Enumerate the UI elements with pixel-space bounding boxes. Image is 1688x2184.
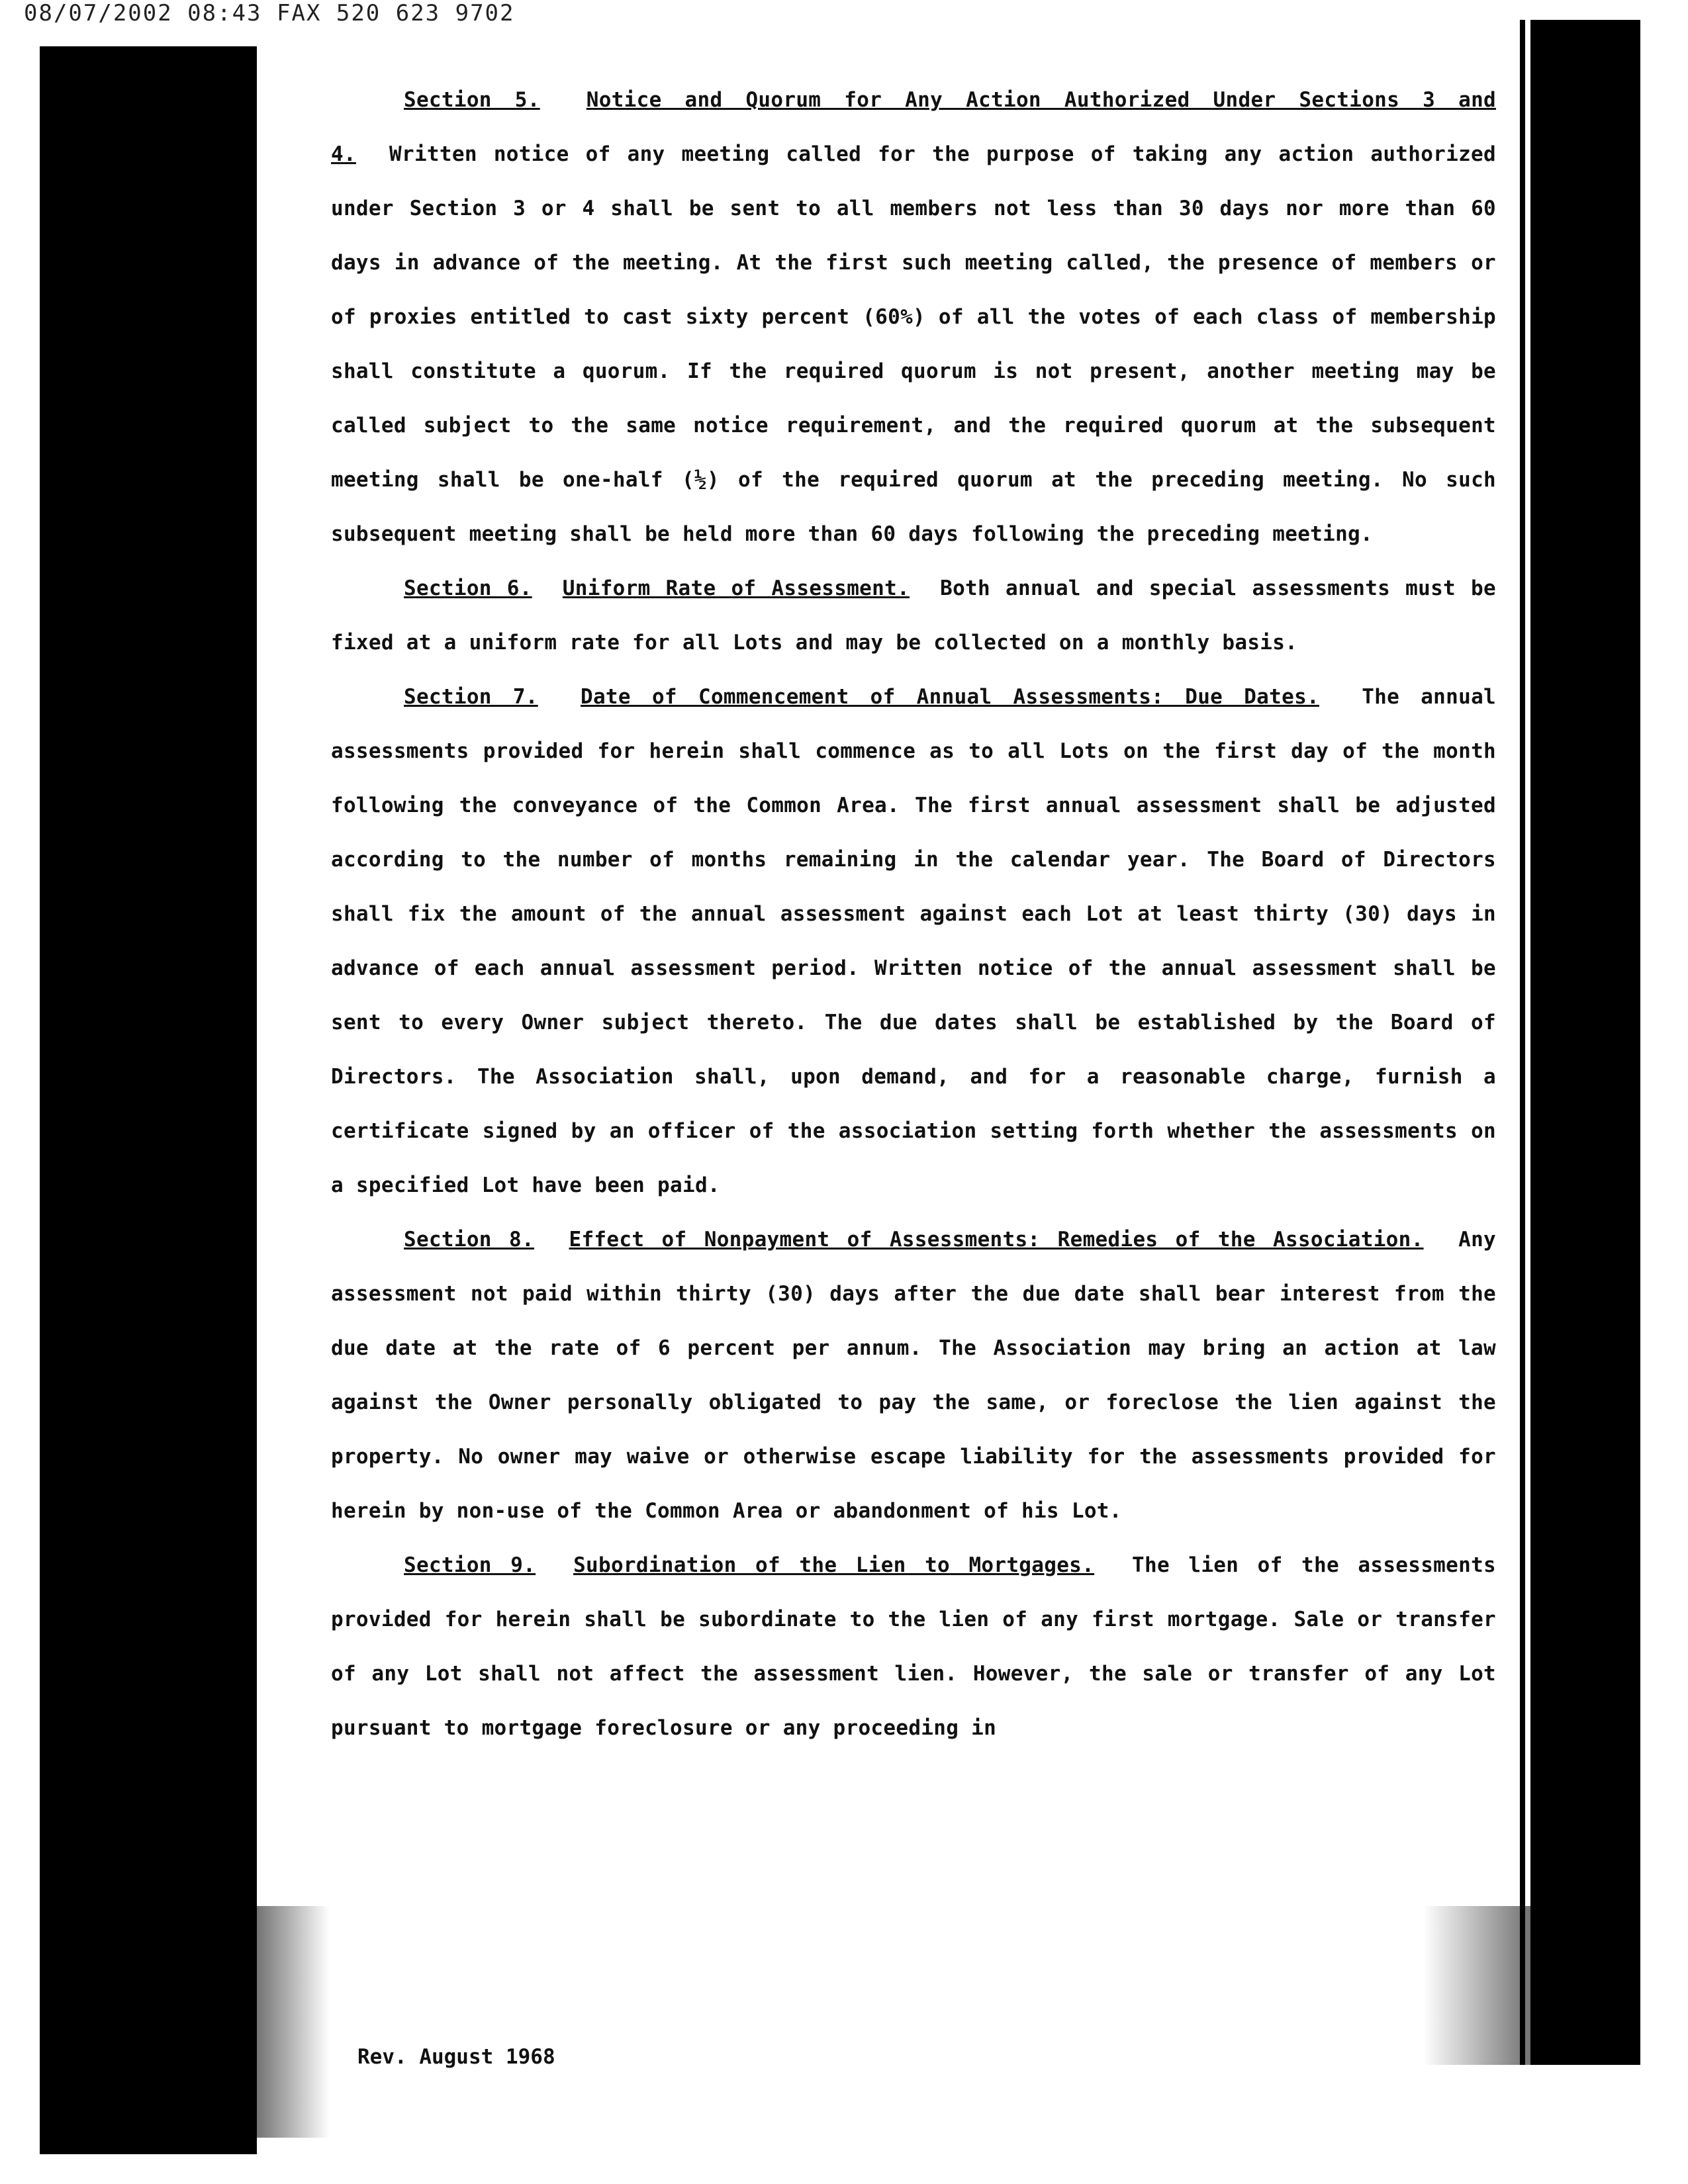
section-9 [331, 1538, 1496, 1755]
document-body [331, 73, 1496, 1755]
section-title: Date of Commencement of Annual Assessments: Due Dates. [581, 685, 1319, 709]
section-body: Both annual and special assessments must be fixed at a uniform rate for all Lots and may be collected on a monthly basis. [331, 576, 1496, 655]
section-label: Section 8. [404, 1228, 534, 1251]
section-body: The annual assessments provided for herein shall commence as to all Lots on the first day of the month following the conveyance of the Common Area. The first annual assessment shall be adjusted according to the number of months remaining in the calendar year. The Board of Directors shall fix the amount of the annual assessment against each Lot at least thirty (30) days in advance of each annual assessment period. Written notice of the annual assessment shall be sent to every Owner subject thereto. The due dates shall be established by the Board of Directors. The Association shall, upon demand, and for a reasonable charge, furnish a certificate signed by an officer of the association setting forth whether the assessments on a specified Lot have been paid. [331, 685, 1496, 1197]
section-body: Written notice of any meeting called for the purpose of taking any action authorized under Section 3 or 4 shall be sent to all members not less than 30 days nor more than 60 days in advance of the meeting. At the first such meeting called, the presence of members or of proxies entitled to cast sixty percent (60%) of all the votes of each class of membership shall constitute a quorum. If the required quorum is not present, another meeting may be called subject to the same notice requirement, and the required quorum at the subsequent meeting shall be one-half (½) of the required quorum at the preceding meeting. No such subsequent meeting shall be held more than 60 days following the preceding meeting. [331, 142, 1496, 546]
right-scan-rule [1520, 20, 1525, 2065]
section-body: Any assessment not paid within thirty (30) days after the due date shall bear interest from the due date at the rate of 6 percent per annum. The Association may bring an action at law against the Owner personally obligated to pay the same, or foreclose the lien against the property. No owner may waive or otherwise escape liability for the assessments provided for herein by non-use of the Common Area or abandonment of his Lot. [331, 1228, 1497, 1523]
section-8 [331, 1212, 1496, 1538]
section-title: Effect of Nonpayment of Assessments: Remedies of the Association. [569, 1228, 1424, 1251]
section-label: Section 7. [404, 685, 538, 709]
revision-footer: Rev. August 1968 [357, 2045, 555, 2069]
section-body: The lien of the assessments provided for herein shall be subordinate to the lien of any first mortgage. Sale or transfer of any Lot shall not affect the assessment lien. However, the sale or transfer of any Lot pursuant to mortgage foreclosure or any proceeding in [331, 1553, 1496, 1740]
right-scan-noise [1423, 1906, 1530, 2065]
right-scan-border [1530, 20, 1640, 2065]
section-title: Subordination of the Lien to Mortgages. [573, 1553, 1095, 1577]
section-7 [331, 670, 1496, 1212]
fax-header: 08/07/2002 08:43 FAX 520 623 9702 [24, 0, 515, 26]
section-label: Section 9. [404, 1553, 536, 1577]
section-5 [331, 73, 1496, 561]
section-title: Notice and Quorum for Any Action Authorized Under Sections 3 and 4. [331, 88, 1496, 166]
left-scan-noise [257, 1906, 330, 2138]
section-label: Section 5. [404, 88, 540, 112]
section-title: Uniform Rate of Assessment. [562, 576, 910, 600]
section-label: Section 6. [404, 576, 532, 600]
section-6 [331, 561, 1496, 670]
left-scan-border [40, 46, 257, 2154]
